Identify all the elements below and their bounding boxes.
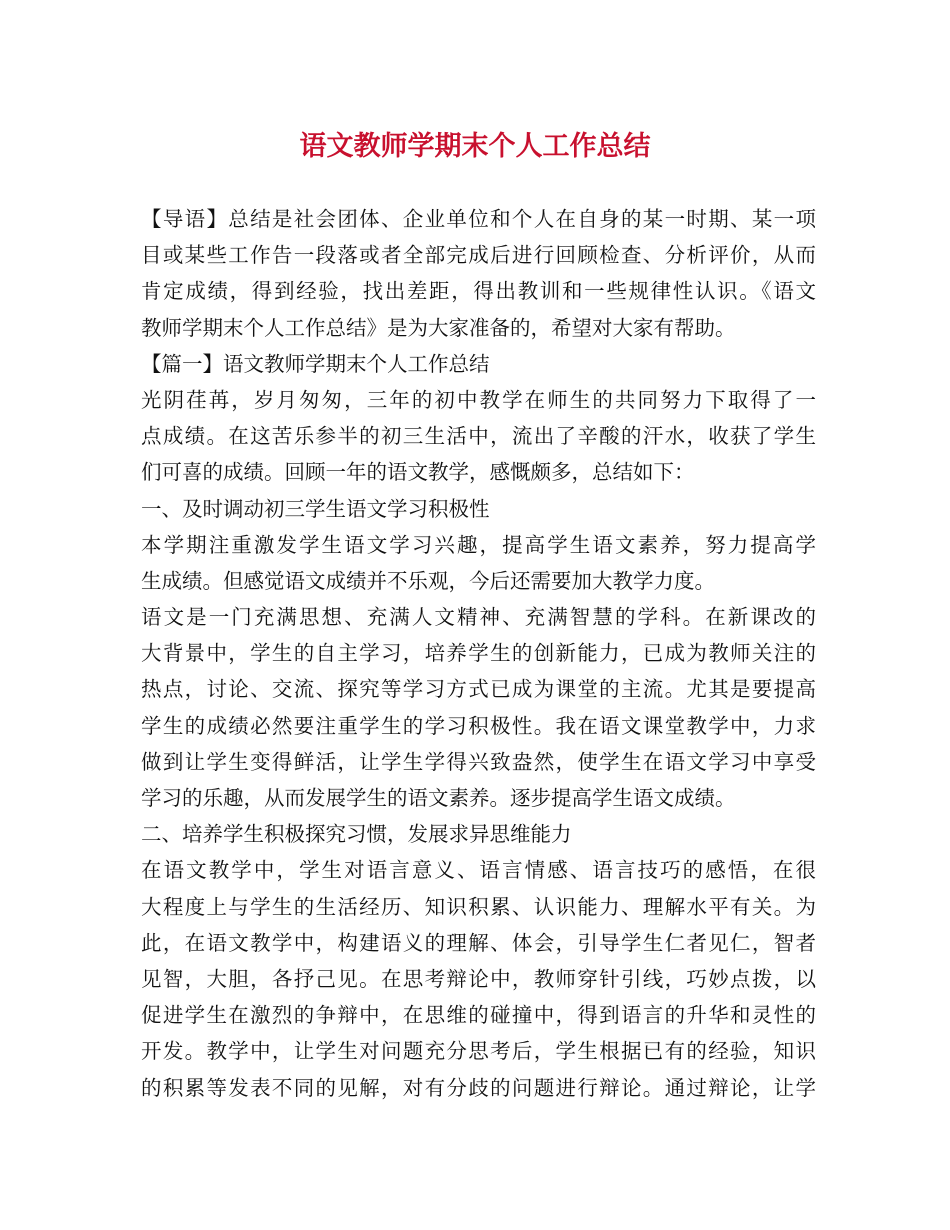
body-line: 学习的乐趣，从而发展学生的语文素养。逐步提高学生语文成绩。	[141, 786, 736, 810]
body-line: 本学期注重激发学生语文学习兴趣，提高学生语文素养，努力提高学	[141, 532, 816, 557]
body-line: 光阴荏苒，岁月匆匆，三年的初中教学在师生的共同努力下取得了一	[141, 387, 816, 412]
document-body	[141, 201, 816, 1106]
body-line: 肯定成绩，得到经验，找出差距，得出教训和一些规律性认识。《语文	[141, 279, 816, 304]
body-line: 语文是一门充满思想、充满人文精神、充满智慧的学科。在新课改的	[141, 605, 816, 630]
body-line: 做到让学生变得鲜活，让学生学得兴致盎然，使学生在语文学习中享受	[141, 749, 816, 774]
body-line: 学生的成绩必然要注重学生的学习积极性。我在语文课堂教学中，力求	[141, 713, 816, 738]
body-line: 促进学生在激烈的争辩中，在思维的碰撞中，得到语言的升华和灵性的	[141, 1003, 816, 1028]
document-title: 语文教师学期末个人工作总结	[299, 131, 651, 162]
body-line: 此，在语文教学中，构建语义的理解、体会，引导学生仁者见仁，智者	[141, 930, 816, 955]
section-heading: 【篇一】语文教师学期末个人工作总结	[141, 351, 490, 376]
body-line: 大背景中，学生的自主学习，培养学生的创新能力，已成为教师关注的	[141, 641, 816, 666]
body-line: 教师学期末个人工作总结》是为大家准备的，希望对大家有帮助。	[141, 315, 736, 340]
body-line: 们可喜的成绩。回顾一年的语文教学，感慨颇多，总结如下：	[141, 460, 695, 485]
body-line: 目或某些工作告一段落或者全部完成后进行回顾检查、分析评价，从而	[141, 243, 816, 268]
subsection-heading: 一、及时调动初三学生语文学习积极性	[141, 496, 490, 521]
body-line: 热点，讨论、交流、探究等学习方式已成为课堂的主流。尤其是要提高	[141, 677, 816, 702]
body-line: 的积累等发表不同的见解，对有分歧的问题进行辩论。通过辩论，让学	[141, 1075, 816, 1100]
subsection-heading: 二、培养学生积极探究习惯，发展求异思维能力	[141, 822, 572, 847]
body-line: 见智，大胆，各抒己见。在思考辩论中，教师穿针引线，巧妙点拨，以	[141, 966, 816, 991]
body-line: 开发。教学中，让学生对问题充分思考后，学生根据已有的经验，知识	[141, 1039, 816, 1064]
body-line: 大程度上与学生的生活经历、知识积累、认识能力、理解水平有关。为	[141, 894, 816, 919]
body-line: 【导语】总结是社会团体、企业单位和个人在自身的某一时期、某一项	[141, 207, 816, 231]
body-line: 生成绩。但感觉语文成绩并不乐观，今后还需要加大教学力度。	[141, 568, 715, 593]
body-line: 点成绩。在这苦乐参半的初三生活中，流出了辛酸的汗水，收获了学生	[141, 424, 816, 449]
body-line: 在语文教学中，学生对语言意义、语言情感、语言技巧的感悟，在很	[141, 858, 816, 883]
